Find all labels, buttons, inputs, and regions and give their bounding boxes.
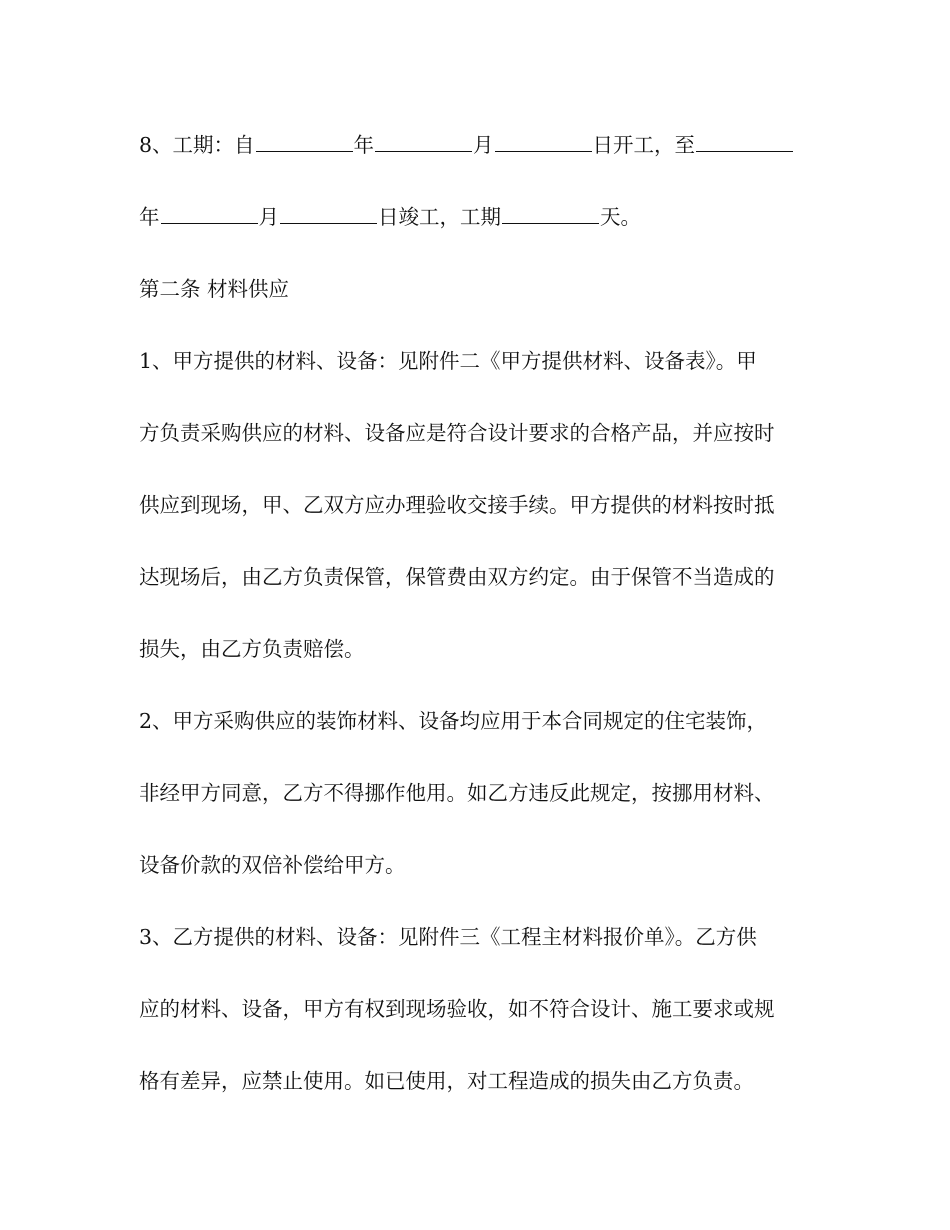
end-year-blank	[696, 131, 793, 152]
clause-2-line-2: 非经甲方同意，乙方不得挪作他用。如乙方违反此规定，按挪用材料、	[139, 781, 775, 805]
clause-1-line-4: 达现场后，由乙方负责保管，保管费由双方约定。由于保管不当造成的	[139, 565, 775, 589]
clause-1-line-5: 损失，由乙方负责赔偿。	[139, 637, 365, 661]
start-day-blank	[495, 131, 592, 152]
start-day-label: 日开工，至	[592, 133, 696, 157]
work-period-line-2	[139, 203, 641, 231]
clause-3-line-2: 应的材料、设备，甲方有权到现场验收，如不符合设计、施工要求或规	[139, 997, 775, 1021]
end-day-blank	[280, 203, 377, 224]
clause-2-line-1: 2、甲方采购供应的装饰材料、设备均应用于本合同规定的住宅装饰，	[139, 709, 768, 733]
clause-3-line-1: 3、乙方提供的材料、设备：见附件三《工程主材料报价单》。乙方供	[139, 925, 757, 949]
end-year-label: 年	[139, 205, 160, 229]
days-label: 天。	[600, 205, 641, 229]
completion-label: 日竣工，工期	[378, 205, 501, 229]
clause-1-line-3: 供应到现场，甲、乙双方应办理验收交接手续。甲方提供的材料按时抵	[139, 493, 775, 517]
work-period-from-label: 8、工期：自	[139, 133, 255, 157]
clause-2-line-3: 设备价款的双倍补偿给甲方。	[139, 853, 406, 877]
duration-days-blank	[502, 203, 599, 224]
clause-1-line-2: 方负责采购供应的材料、设备应是符合设计要求的合格产品，并应按时	[139, 421, 775, 445]
clause-3-line-3: 格有差异，应禁止使用。如已使用，对工程造成的损失由乙方负责。	[139, 1069, 754, 1093]
start-month-blank	[375, 131, 472, 152]
article-2-heading: 第二条 材料供应	[139, 277, 290, 301]
work-period-line-1	[139, 131, 794, 159]
month-label: 月	[473, 133, 494, 157]
year-label: 年	[353, 133, 375, 157]
end-month-blank	[161, 203, 258, 224]
end-month-label: 月	[258, 205, 279, 229]
clause-1-line-1: 1、甲方提供的材料、设备：见附件二《甲方提供材料、设备表》。甲	[139, 349, 757, 373]
start-year-blank	[256, 131, 353, 152]
